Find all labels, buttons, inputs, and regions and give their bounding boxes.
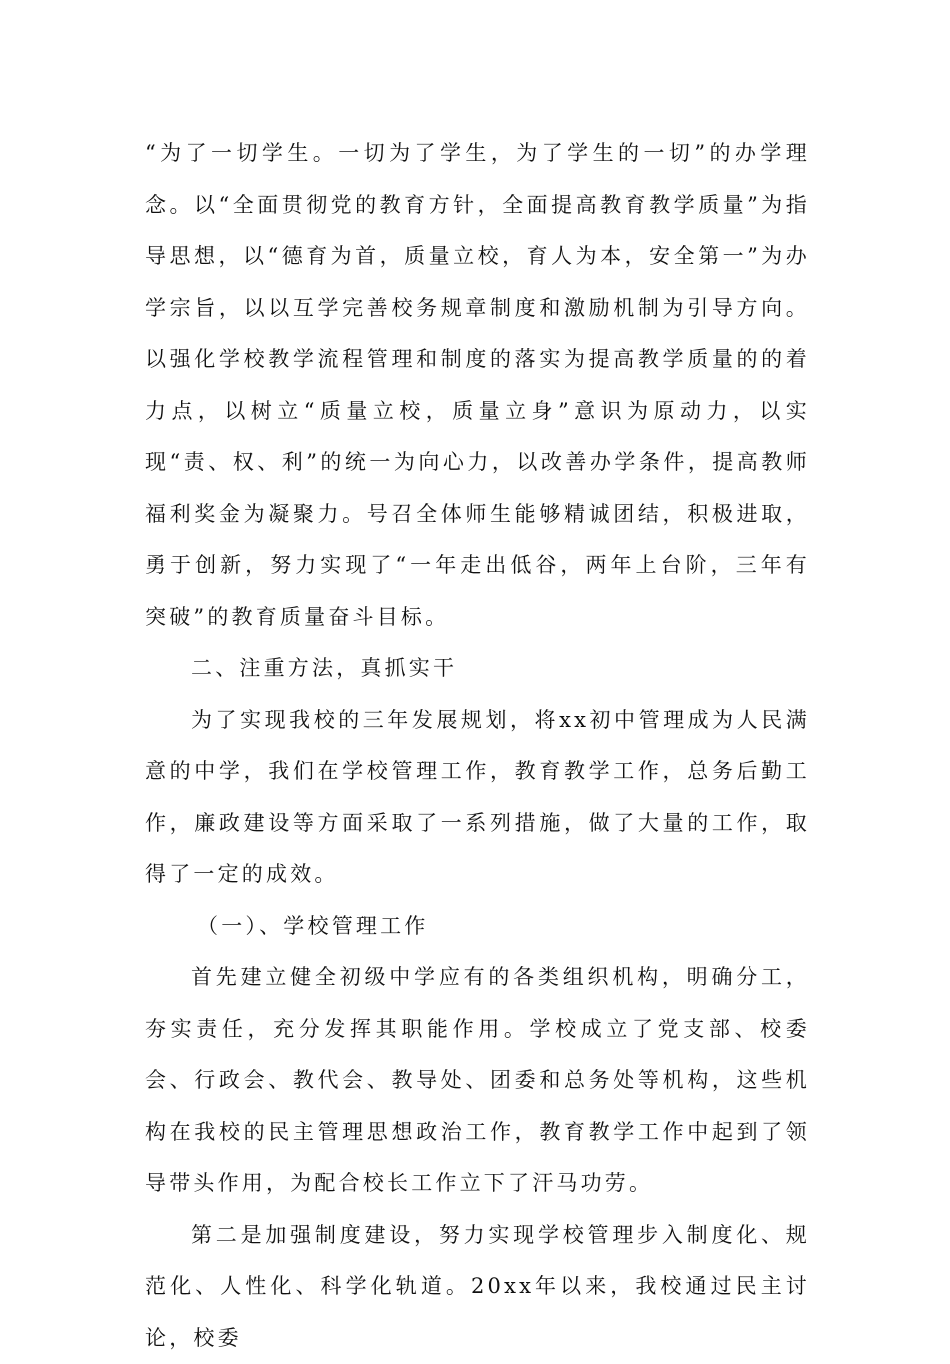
document-body — [145, 128, 810, 1364]
paragraph-system-building: 第二是加强制度建设，努力实现学校管理步入制度化、规范化、人性化、科学化轨道。20xx年以来，我校通过民主讨论，校委 — [145, 1210, 810, 1364]
subsection-heading-school-management: （一）、学校管理工作 — [145, 901, 810, 953]
paragraph-organization: 首先建立健全初级中学应有的各类组织机构，明确分工，夯实责任，充分发挥其职能作用。学校成立了党支部、校委会、行政会、教代会、教导处、团委和总务处等机构，这些机构在我校的民主管理思想政治工作，教育教学工作中起到了领导带头作用，为配合校长工作立下了汗马功劳。 — [145, 952, 810, 1210]
section-heading-methods: 二、注重方法，真抓实干 — [145, 643, 810, 695]
paragraph-development-plan: 为了实现我校的三年发展规划，将xx初中管理成为人民满意的中学，我们在学校管理工作，教育教学工作，总务后勤工作，廉政建设等方面采取了一系列措施，做了大量的工作，取得了一定的成效。 — [145, 695, 810, 901]
paragraph-school-philosophy: “为了一切学生。一切为了学生，为了学生的一切”的办学理念。以“全面贯彻党的教育方针，全面提高教育教学质量”为指导思想，以“德育为首，质量立校，育人为本，安全第一”为办学宗旨，以以互学完善校务规章制度和激励机制为引导方向。以强化学校教学流程管理和制度的落实为提高教学质量的的着力点，以树立“质量立校，质量立身”意识为原动力，以实现“责、权、利”的统一为向心力，以改善办学条件，提高教师福利奖金为凝聚力。号召全体师生能够精诚团结，积极进取，勇于创新，努力实现了“一年走出低谷，两年上台阶，三年有突破”的教育质量奋斗目标。 — [145, 128, 810, 643]
